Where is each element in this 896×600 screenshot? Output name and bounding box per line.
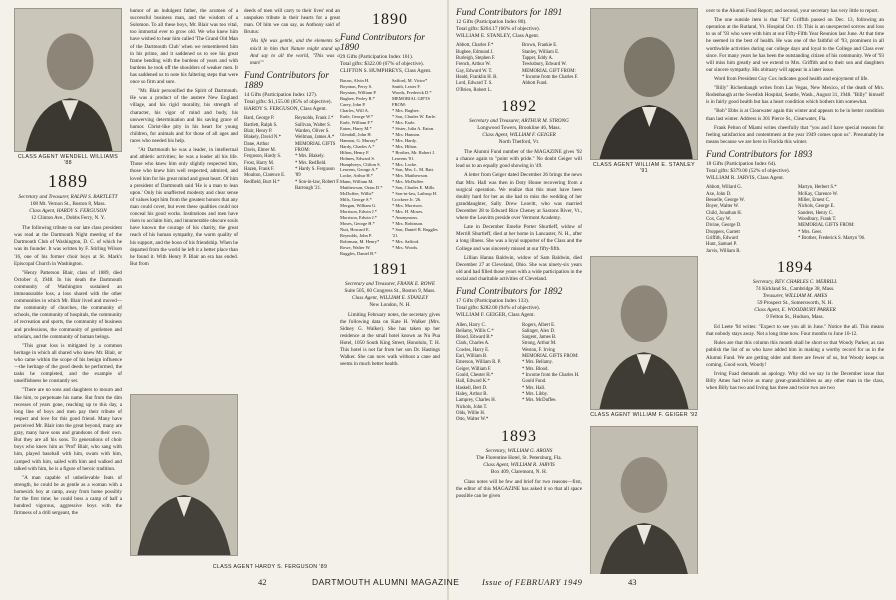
contributors-a: Abbott, Willard G. Axe, John D. Besselle, George W. Boyer, Walter W. Child, Jonathan H. Cox, Guy W. Divine, George D. Droppers, Garrett Griffith, Edward Hunt, Samuel P. Jarvis, William R. bbox=[706, 185, 745, 254]
agent-line: Class Agent, WILLIAM R. JARVIS bbox=[483, 461, 555, 468]
secretary-address: The Florentine Hotel, St. Petersburg, Fla. bbox=[476, 454, 562, 461]
class-notes-1893 bbox=[456, 479, 582, 500]
fund-agent: WILLIAM E. STANLEY, Class Agent. bbox=[456, 33, 540, 40]
fund-heading: Fund Contributors for 1892 bbox=[456, 287, 563, 298]
paragraph: "This great loss is mitigated by a common heritage in which all shared who knew Mr. Blair, or who came within the scope of his benign influence—the heritage of the good deeds he performed, the tasks he completed, and the example of unselfishness he constantly set. bbox=[14, 342, 122, 385]
agent-line: Class Agent, E. WOODBURY PARKER bbox=[754, 307, 836, 314]
paragraph: The Alumni Fund number of the MAGAZINE gives '92 a chance again to "point with pride." No doubt Geiger will lead us to an equally good showing in '49. bbox=[456, 149, 582, 170]
agent-address: North Thetford, Vt. bbox=[498, 139, 540, 146]
paragraph: Frank Pelton of Miami writes cheerfully that "you and I have special reasons for feeling satisfaction and contentment at the year 1949 comes upon us". Presumably he means because we are here in Florida this winter. bbox=[706, 124, 884, 145]
contributors-b: Rogers, Albert E. Salinger, Alex D. Sargent, James B. Strong, Arthur M. Weston, F. Irving MEMORIAL GIFTS FROM: * Mrs. Bellamy. * Mrs. Blood. * Income from the Charles H. Gould Fund. * Mrs. Hall. * Mrs. Libby. * Mrs. McDuffee. bbox=[522, 322, 580, 404]
fund-total: Total gifts: $282.00 (94% of objective). bbox=[456, 305, 540, 312]
class-year-heading: 1890 bbox=[372, 11, 408, 28]
contributors-b: Brown, Frankie E. Stanley, William E. Tapper, Eddy A. Tewksbury, Edward W. MEMORIAL GIFT FROM: * Income from the Charles F. Abbott Fund. bbox=[522, 43, 579, 87]
fund-heading: Fund Contributors for 1893 bbox=[706, 149, 813, 160]
portrait-hardy-ferguson-frame bbox=[130, 394, 238, 562]
class-year-heading: 1894 bbox=[777, 259, 813, 276]
paragraph: Late in December Emelie Porter Shurtleff, widow of Merrill Shurtleff, died at her home in Lancaster, N. H., after a long illness. She was a loyal supporter of the Class and the College and was sincerely missed at our fifty-fifth. bbox=[456, 224, 582, 252]
paragraph: "Mr. Blair personified the Spirit of Dartmouth. He was a product of the austere New England village, and his rigid morality, his strength of character, his vigor of mind and body, his unswerving determination and his saving grace of humor. Christ-like pity in his heart for young children, for animals and for those of all ages and races who needed his help. bbox=[130, 88, 238, 144]
portrait-william-geiger bbox=[590, 256, 698, 410]
contributors-a: Bard, George P. Bartlett, Ralph S. Blair, Henry P. Blakely, David N.* Dane, Arthur Davis, Elmer M. Ferguson, Hardy S. Frost, Harry M. Hazen, Frank F. Moulton, Clarence E. Redfield, Burt H.* bbox=[244, 116, 286, 185]
page-number-right: 43 bbox=[628, 577, 637, 587]
fund-heading: Fund Contributors for 1889 bbox=[244, 70, 329, 91]
class-notes-1889 bbox=[14, 225, 122, 517]
treasurer-address: 59 Prospect St., Somersworth, N. H. bbox=[757, 300, 833, 307]
agent-address: 12 Clinton Ave., Dobbs Ferry, N. Y. bbox=[30, 215, 106, 222]
secretary-line: Secretary, WILLIAM G. ARONS bbox=[485, 447, 553, 454]
fund-total: Total gifts: $1,155.00 (85% of objective). bbox=[244, 99, 332, 106]
contributor-list bbox=[340, 78, 440, 256]
secretary-address: 108 Mt. Vernon St., Boston 8, Mass. bbox=[30, 201, 106, 208]
treasurer-line: Treasurer, WILLIAM M. AMES bbox=[762, 293, 828, 300]
photo-caption: CLASS AGENT HARDY S. FERGUSON '89 bbox=[212, 564, 328, 570]
paragraph: Ed Leete '94 writes: "Expect to see you all in June." Notice the all. This means that nobody stays away. Not a long time now. Four months to June 10-12. bbox=[706, 324, 884, 338]
class-notes-1893-continued bbox=[706, 8, 884, 146]
secretary-line: Secretary, REV. CHARLES C. MERRILL bbox=[752, 279, 838, 285]
fund-agent: CLIFTON S. HUMPHREYS, Class Agent. bbox=[340, 68, 432, 75]
fund-agent: WILLIAM F. GEIGER, Class Agent. bbox=[456, 312, 535, 319]
fund-gifts: 29 Gifts (Participation Index 161). bbox=[340, 54, 414, 60]
contributors-a: Bacon, Alvin H. Boynton, Perry S. Boynton, William P. Bugbee, Perley R.* Carey, John P. Charles, Will A. Earle, George W.* Earle, William F.* Eaton, Harry M.* Glendall, John H. Hannon, G. Murray* Hardy, Charles A.* Hilton, Henry F. Holmes, Edward S. Humphreys, Clifton S. Leavens, George A.* Locke, Arthur H.* Mann, William M. Matthewson, Ozias D.* McDuffee, Willis* Mills, George S.* Morgan, William G. Morrison, Edwin J.* Morrison, Edwin J.* Moses, George H.* Nutt, Howard E. Reynolds, John P. Robinson, M. Henry* Rowe, Walter W. Ruggles, Daniel B.* bbox=[340, 78, 383, 256]
contributor-list bbox=[456, 323, 582, 424]
right-column bbox=[456, 8, 582, 574]
class-year-heading: 1891 bbox=[372, 260, 408, 278]
agent-address: 9 Felton St., Hudson, Mass. bbox=[766, 314, 824, 321]
class-officers bbox=[456, 448, 582, 476]
class-notes-1891 bbox=[340, 312, 440, 369]
secretary-address: Longwood Towers, Brookline 46, Mass. bbox=[477, 125, 561, 132]
portrait-wendell-williams bbox=[14, 8, 122, 152]
paragraph: Limiting February notes, the secretary gives the following data on Kate H. Walker (Mrs. Sidney G. Walker). She has taken up her residence at the small hotel known as Nu Pua Hotel, 1050 South King Street, Honolulu, T. H. This hotel is not far from her son Dr. Hastings Walker. She can now walk without a cane and seems in much better health. bbox=[340, 311, 440, 368]
paragraph: over to the Alumni Fund Report; and second, your secretary has very little to report. bbox=[706, 8, 879, 14]
paragraph: "Bob" Ebbs is at Clearwater again this winter and appears to be in better condition than last winter. Address is 301 Pierce St., Clearwater, Fla. bbox=[706, 108, 884, 122]
fund-gifts: 14 Gifts (Participation Index 127). bbox=[244, 91, 318, 98]
paragraph: "Billy" Richenbaugh writes from Las Vegas, New Mexico, of the death of Mrs. Rodenbaugh at the Swedish Hospital, Seattle, Wash., August 31, 1948. "Billy" himself is in fairly good health but has a heart condition which bothers him somewhat. bbox=[706, 85, 884, 106]
fund-heading: Fund Contributors for 1890 bbox=[340, 33, 425, 53]
right-column-3 bbox=[706, 8, 884, 574]
fund-gifts: 18 Gifts (Participation Index 64). bbox=[706, 160, 777, 167]
left-column bbox=[14, 8, 122, 574]
page-number-left: 42 bbox=[258, 577, 267, 587]
paragraph: The following tribute to our late class president was read at the Dartmouth Night meeting of the Dartmouth Club of Washington, D. C. of which he was its founder. It was written by F. Stirling Wilson '16, one of his former choir boys at St. Mark's Episcopal Church in Washington. bbox=[14, 225, 122, 267]
contributors-b: Safford, M. Victor* Smith, Lester F. Woods, Frederick D.* MEMORIAL GIFTS FROM: * Mrs. Bugbee. * Son, Charles W. Earle. * Mrs. Earle. * Sister, Julia A. Eaton. * Mrs. Hannon. * Mrs. Hardy. * Mrs. Hilton. * Brother, Mr. Robert J. Leavens '01. * Mrs. Locke. * Son, Mrs. L. M. Batt. * Mrs. Matthewson. * Mrs. McDuffee. * Son, Charles E. Mills. * Son-in-law, Lathrop H. Crockere Jr. '26. * Mrs. Morrison. * Mrs. H. Moses. * Anonymous. * Mrs. Robinson. * Son, Daniel B. Ruggles '21. * Mrs. Safford. * Mrs. Woods. bbox=[392, 78, 438, 250]
left-column-3 bbox=[244, 8, 340, 574]
contributors-b: Reynolds, Frank J.* Sullivan, Walter S. Warden, Oliver S. Wellman, James A.* MEMORIAL GIFTS FROM: * Mrs. Blakely. * Mrs. Redfield. * Hardy S. Ferguson '89 * Son-in-law, Robert F. Barrough '21. bbox=[295, 116, 340, 191]
secretary-address: Suite 505, 60 Congress St., Boston 9, Mass. bbox=[344, 287, 436, 294]
portrait-william-jarvis bbox=[590, 426, 698, 574]
agent-address: Box 409, Claremont, N. H. bbox=[490, 468, 548, 475]
paragraph: Rules are that this column this month shall be short so that Woody Parker, as can publish the list of us who have added him in making a worthy record for us in the Alumni Fund. We are getting older and there are fewer of us, but Woody keeps us coming. Good work, Woody! bbox=[706, 340, 884, 368]
portrait-william-stanley bbox=[590, 8, 698, 160]
class-notes-1894 bbox=[706, 324, 884, 392]
fund-agent: WILLIAM R. JARVIS, Class Agent. bbox=[706, 175, 784, 182]
contributors-a: Abbott, Charles F.* Bugbee, Edmund J. Burleigh, Stephen F. French, Arthur W. Gay, Edward W. T. Heald, Franklin H. B. Lord, Edward T. S. O'Brien, Robert L. bbox=[456, 43, 498, 93]
paragraph: The one outside item is that "Ed" Griffith passed on Dec. 13, following an operation at the Rutland, Vt. Hospital Oct. 19. This is an unexpected sorrow and loss to us of '93 who were with him at our Fifty-Fifth Year Reunion last June. At that time he seemed in the best of health. He was one of the faithful of '93, prominent in all worthwhile activities during our college days and loyal to the College and Class ever since. For many years he has been the outstanding citizen of his community. We of '93 will miss him greatly and we extend to Mrs. Griffith and to their son and daughters our sincere sympathy. His obituary will appear in a later issue. bbox=[706, 17, 884, 73]
paragraph: A letter from Geiger dated December 26 brings the news that Mrs. Hall was then in Doty House recovering from a surgical operation. We realize that this must have been doubly hard for her as she had to miss the wedding of her granddaughter, Sally Drew Leavitt, who was married December 28 to Edward Rice Cheney at Saxtons River, Vt., where the Leavitts preside over Vermont Academy. bbox=[456, 172, 582, 222]
secretary-line: Secretary and Treasurer, ARTHUR M. STRONG bbox=[469, 118, 569, 125]
class-year-heading: 1892 bbox=[501, 98, 537, 116]
paragraph: Word from President Guy Cox indicates good health and enjoyment of life. bbox=[714, 75, 869, 82]
photo-caption: CLASS AGENT WENDELL WILLIAMS '88 bbox=[17, 154, 119, 166]
magazine-title: DARTMOUTH ALUMNI MAGAZINE bbox=[312, 577, 460, 587]
paragraph: "A man capable of unbelievable feats of strength, he could be as gentle as a woman with a homesick boy at camp, away from home possibly for the first time; he could boss a camp of half a hundred vigorous, aggressive boys with the firmness of a drill sergeant, the bbox=[14, 474, 122, 517]
class-notes-continued bbox=[130, 8, 238, 388]
paragraph: "At Dartmouth he was a leader, in intellectual and athletic activities; he was a leader all his life. Those who knew him only slightly respected him, those who knew him well respected, admired, and loved him for his great mind and great heart. Of him a president of Dartmouth said 'He is a man to lean upon.' Only his unaffected modesty and clear sense of values kept him from the greatest honors that any man could covet, but even these qualities could not conceal his good works. Institutions and men have risen to acclaim him, and innumerable obscure souls have known the courage of his charity, the great reach of his human sympathy, the warm quality of his support, and the boon of his friendship. When he departed from the world he left it a better place than he found it. With Henry P. Blair an era has ended. But from bbox=[130, 147, 238, 267]
class-officers bbox=[456, 118, 582, 146]
class-officers bbox=[14, 194, 122, 222]
paragraph: "Henry Patterson Blair, class of 1889, died October 4, 1948. In his death the Dartmouth community of Washington sustained an immeasurable loss, a loss shared with the other communities in which Mr. Blair lived and moved—the community of churches, the community of schools, the community of hospitals, the community of recreation and sports, the community of business and professions, the community of gentlemen and scholars, and the community of human beings. bbox=[14, 269, 122, 340]
agent-address: New London, N. H. bbox=[369, 301, 411, 308]
fund-gifts: 17 Gifts (Participation Index 133). bbox=[456, 298, 530, 305]
fund-heading: Fund Contributors for 1891 bbox=[456, 8, 563, 18]
tribute-ending bbox=[244, 8, 340, 67]
issue-date: Issue of FEBRUARY 1949 bbox=[482, 577, 583, 587]
fund-total: Total gifts: $322.00 (67% of objective). bbox=[340, 61, 424, 68]
fund-agent: HARDY S. FERGUSON, Class Agent. bbox=[244, 106, 327, 113]
class-year-heading: 1893 bbox=[501, 427, 537, 445]
agent-line: Class Agent, HARDY S. FERGUSON bbox=[29, 208, 107, 215]
paragraph: humor of an indulgent father, the acumen of a successful business man, and the wisdom of a Solomon. To all these boys, Mr. Blair was too vital, too immortal ever to grow old. We who knew him have wished to hear him called 'The Grand Old Man of the Dartmouth Club' when we remembered him in his prime, and it saddened us to see his great frame bending with the burdens of years and with burdens he took off the shoulders of weaker men. It has saddened us to note his faltering steps that were once so firm and sure. bbox=[130, 8, 238, 86]
agent-line: Class Agent, WILLIAM E. STANLEY bbox=[351, 294, 429, 301]
paragraph: Lillian Hanna Baldwin, widow of Sam Baldwin, died December 27 at Cleveland, Ohio. She was ninety-six years old and had filled those years with a wide participation in the social and charitable activities of Cleveland. bbox=[456, 254, 582, 282]
class-officers bbox=[706, 279, 884, 321]
right-photo-column bbox=[590, 8, 698, 574]
fund-total: Total gifts: $264.17 (66% of objective). bbox=[456, 26, 540, 33]
page-gutter bbox=[447, 0, 449, 600]
secretary-line: Secretary and Treasurer, RALPH S. BARTLETT bbox=[18, 194, 118, 200]
contributor-list bbox=[456, 43, 582, 94]
secretary-address: 74 Kirkland St., Cambridge 38, Mass. bbox=[755, 286, 835, 293]
photo-caption: CLASS AGENT WILLIAM E. STANLEY '91 bbox=[592, 162, 696, 174]
photo-caption: CLASS AGENT WILLIAM F. GEIGER '92 bbox=[590, 412, 698, 418]
class-officers bbox=[340, 281, 440, 309]
left-column-4 bbox=[340, 8, 440, 574]
class-notes-1892 bbox=[456, 149, 582, 283]
paragraph: deeds of men will carry to their lives' end an unspoken tribute in their hearts for a great man. Of him we can say, as Anthony said of Brutus: bbox=[244, 8, 340, 36]
quote: 'His life was gentle, and the elements So mix'd in him that Nature might stand up And say to all the world, "This was a man!"' bbox=[250, 38, 340, 66]
fund-gifts: 12 Gifts (Participation Index 80). bbox=[456, 19, 527, 25]
paragraph: "There are no sons and daughters to mourn and like him, to perpetuate his name. But from the dim recesses of years gone, reaching up to this day, a long line of boys and men pay their tribute of respect and love for this good friend. Many have perceived Mr. Blair into the great beyond, many are gray, many have sons and grandsons of their own. But they are all his sons. To generations of choir boys who knew him as 'Prof' Blair, who sang with him, played baseball with him, swam with him, camped with him, sailed with him and walked and talked with him, he is a figure of heroic tradition. bbox=[14, 387, 122, 472]
agent-line: Class Agent, WILLIAM F. GEIGER bbox=[482, 132, 556, 139]
contributors-a: Allen, Harry C. Bellamy, Willis C.* Blood, Edward B.* Clark, Charles A. Cowles, Harry E. Earl, William B. Emerson, William R. P. Geiger, William F. Gould, Chester H.* Hall, Edward K.* Haskell, Bert D. Haley, Arthur B. Lamprey, Charles H. Nichols, John T. Olds, Willie H. Otto, Walter W.* bbox=[456, 322, 502, 423]
portrait-hardy-ferguson bbox=[130, 394, 238, 556]
paragraph: Irving Fuad demands an apology. Why did we say in the December issue that Billy Ames had twice as many great-grandchildren as any other man in the class, when Billy has two and Irving has three and twice two are two bbox=[706, 370, 884, 391]
contributors-b: Martyn, Herbert S.* McKay, Clarence W. Miller, Ernest C. Nichols, George E. Sanders, Henry C. Woodbury, Frank T. MEMORIAL GIFTS FROM: * Mrs. Geer. * Brother, Frederick S. Martyn '96. bbox=[798, 185, 866, 242]
fund-total: Total gifts: $379.00 (52% of objective). bbox=[706, 168, 790, 175]
paragraph: Class notes will be few and brief for two reasons—first, the editor of this MAGAZINE has asked it so that all space possible can be given bbox=[456, 478, 582, 500]
contributor-list bbox=[244, 116, 340, 192]
contributor-list bbox=[706, 185, 884, 255]
secretary-line: Secretary and Treasurer, FRANK E. ROWE bbox=[344, 280, 436, 287]
class-year-heading: 1889 bbox=[48, 171, 88, 191]
